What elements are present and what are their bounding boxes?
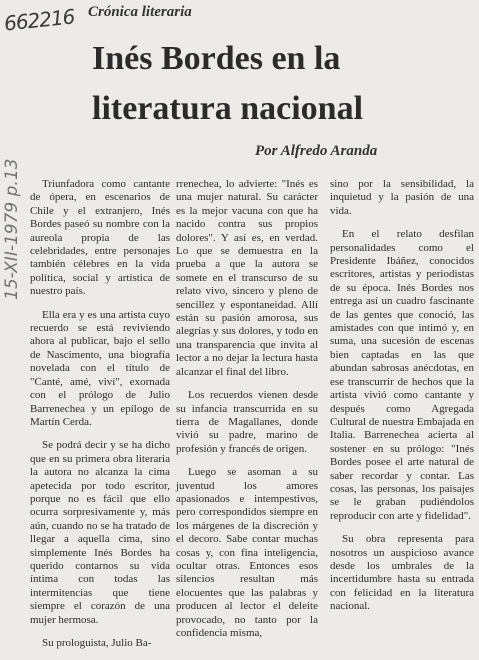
section-heading: Crónica literaria — [88, 4, 192, 20]
title-line-1: Inés Bordes en la — [92, 40, 341, 77]
paragraph: Se podrá decir y se ha dicho que en su primera obra literaria la autora no alcanza la cima apetecida por todo escritor, porque no es fácil que ello ocurra sorpresivamente y, más aún, cuando no se ha tratado de llegar a aquella cima, sino simplemente Inés Bordes ha querido contarnos su vida íntima con todas las intermitencias que tiene siempre el corazón de una mujer hermosa. — [30, 439, 170, 626]
handwritten-number: 662216 — [2, 4, 76, 36]
paragraph: rrenechea, lo advierte: "Inés es una mujer natural. Su carácter es la mejor vacuna con que ha nacido contra sus propios dolores". Y así es, en verdad. Lo que se demuestra en la prueba a que la autora se somete en el transcurso de su relato vivo, sincero y pleno de sencillez y espontaneidad. Allí están su pasión amorosa, sus alegrías y sus dolores, y todo en una transparencia que invita al lector a no dejar la lectura hasta alcanzar el final del libro. — [176, 178, 318, 378]
paragraph: Triunfadora como cantante de ópera, en escenarios de Chile y el extranjero, Inés Bordes paseó su nombre con la aureola propia de las celebridades, entre personajes también célebres en la vida política, social y artística de nuestro país. — [30, 178, 170, 298]
title-line-2: literatura nacional — [92, 90, 364, 127]
article-column-2 — [176, 178, 318, 650]
paragraph: Su obra representa para nosotros un auspicioso avance desde los umbrales de la incertidumbre hasta su entrada con felicidad en la literatura nacional. — [330, 533, 474, 613]
paragraph: Los recuerdos vienen desde su infancia transcurrida en su tierra de Magallanes, donde vivió su padre, marino de profesión y francés de origen. — [176, 389, 318, 455]
byline: Por Alfredo Aranda — [255, 143, 378, 159]
article-column-1 — [30, 178, 170, 660]
article-column-3 — [330, 178, 474, 624]
paragraph: Su prologuista, Julio Ba- — [42, 637, 152, 649]
article-title — [92, 34, 472, 134]
paragraph: En el relato desfilan personalidades como el Presidente Ibáñez, conocidos escritores, artistas y periodistas de su época. Inés Bordes nos entrega así un cuadro fascinante de las gentes que conoció, las amistades con que intimó y, en suma, una sucesión de escenas bien captadas en las que abundan sabrosas anécdotas, en ese transcurrir de hechos que la artista vivió como cantante y después como Agregada Cultural de nuestra Embajada en Italia. Barrenechea acierta al sostener en su prólogo: "Inés Bordes posee el arte natural de saber recordar y contar. Las cosas, las personas, los paisajes se le graban pudiéndolos reproducir con arte y fidelidad". — [330, 228, 474, 522]
handwritten-date-note: 15-XII-1979 p.13 — [2, 158, 22, 300]
paragraph: Ella era y es una artista cuyo recuerdo se está reviviendo ahora al publicar, bajo el sello de Nascimento, una biografía novelada con el título de "Canté, amé, viví", exornada con el prólogo de Julio Barrenechea y un epílogo de Martín Cerda. — [30, 308, 170, 428]
paragraph: sino por la sensibilidad, la inquietud y la pasión de una vida. — [330, 178, 474, 217]
paragraph: Luego se asoman a su juventud los amores apasionados e intempestivos, pero correspondidos siempre en los márgenes de la discreción y el decoro. Sabe contar muchas cosas y, con fina inteligencia, ocultar otras. Entonces esos silencios resultan más elocuentes que las palabras y producen al lector el deleite provocado, no tanto por la confidencia misma, — [176, 466, 318, 639]
